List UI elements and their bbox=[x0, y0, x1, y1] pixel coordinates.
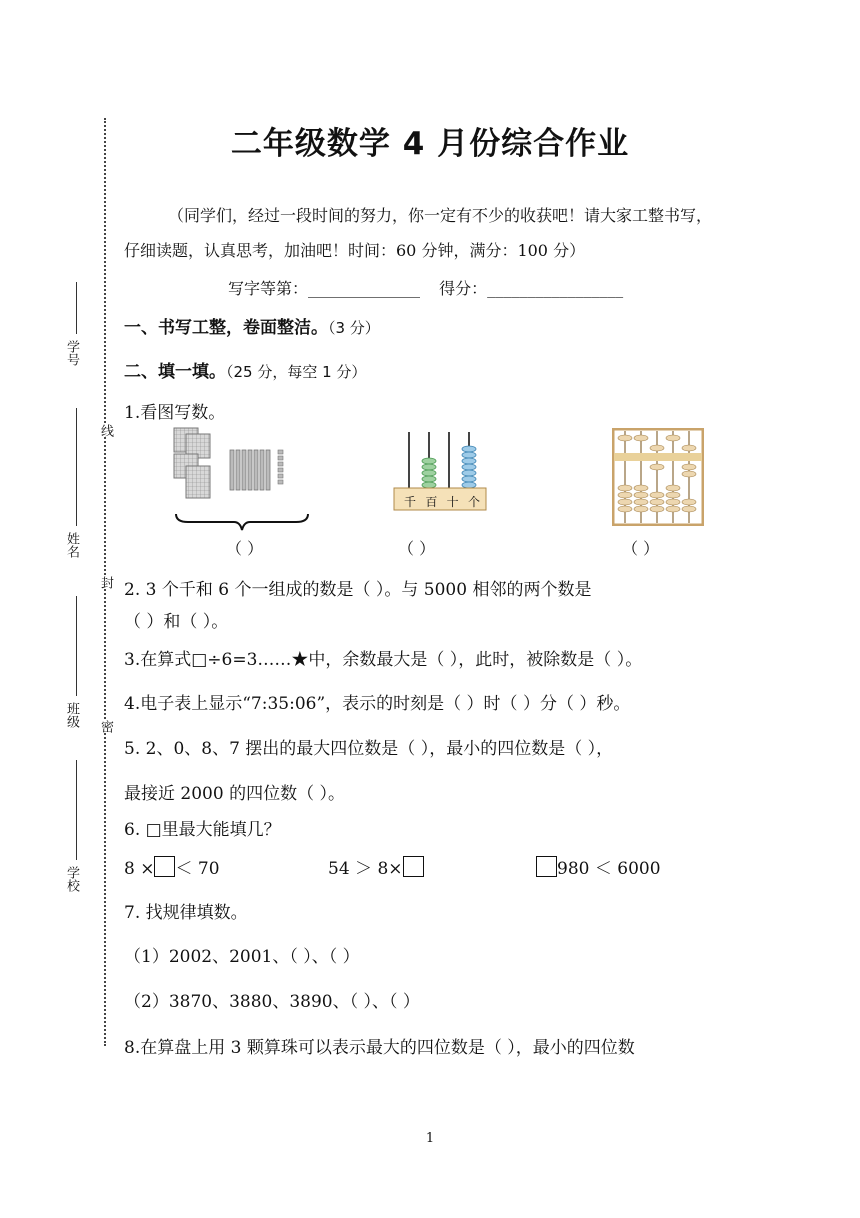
q7-part-2: （2）3870、3880、3890、（ ）、（ ） bbox=[124, 992, 420, 1012]
question-2-line-2: （ ）和（ ）。 bbox=[124, 612, 229, 632]
seal-mark-secret: 密 bbox=[98, 720, 113, 733]
ones-beads bbox=[462, 446, 476, 488]
score-label: 得分： bbox=[439, 279, 488, 298]
place-value-labels bbox=[404, 493, 480, 510]
intro-line-2: 仔细读题，认真思考，加油吧！时间：60 分钟，满分：100 分） bbox=[124, 241, 586, 260]
q7-part-1: （1）2002、2001、（ ）、（ ） bbox=[124, 947, 360, 967]
q6-b-answer-box[interactable] bbox=[403, 856, 424, 877]
q6-a-answer-box[interactable] bbox=[154, 856, 175, 877]
section-2-points: （25 分，每空 1 分） bbox=[226, 363, 367, 381]
section-2-heading bbox=[124, 357, 366, 382]
question-3: 3.在算式□÷6=3……★中，余数最大是（ ），此时，被除数是（ ）。 bbox=[124, 650, 643, 670]
q1-answer-blank-3[interactable]: （ ） bbox=[622, 539, 660, 558]
thousand-cubes bbox=[174, 428, 210, 498]
question-2-line-1: 2. 3 个千和 6 个一组成的数是（ ）。与 5000 相邻的两个数是 bbox=[124, 580, 592, 600]
q6-item-a bbox=[124, 854, 220, 879]
q1-answer-blank-1[interactable]: （ ） bbox=[226, 539, 264, 558]
class-line[interactable] bbox=[76, 596, 77, 696]
tens-beads bbox=[422, 458, 436, 488]
seal-mark-line: 线 bbox=[98, 424, 113, 437]
q6-b-left: 54 ＞ 8× bbox=[328, 859, 403, 879]
q6-c-answer-box[interactable] bbox=[536, 856, 557, 877]
class-label: 班级 bbox=[64, 702, 79, 728]
intro-line-1: （同学们，经过一段时间的努力，你一定有不少的收获吧！请大家工整书写， bbox=[168, 206, 713, 225]
question-8: 8.在算盘上用 3 颗算珠可以表示最大的四位数是（ ），最小的四位数 bbox=[124, 1038, 635, 1058]
grading-row bbox=[228, 276, 623, 299]
base-ten-blocks-figure bbox=[168, 426, 314, 536]
question-6: 6. □里最大能填几？ bbox=[124, 820, 281, 840]
page-number: 1 bbox=[425, 1131, 435, 1146]
hundreds-label: 百 bbox=[425, 495, 438, 509]
q6-a-left: 8 × bbox=[124, 859, 155, 879]
q1-answer-blank-2[interactable]: （ ） bbox=[398, 539, 436, 558]
handwriting-blank[interactable]: ______________ bbox=[308, 279, 421, 298]
score-blank[interactable]: _________________ bbox=[487, 279, 624, 298]
ones-label: 个 bbox=[467, 495, 480, 509]
question-4: 4.电子表上显示“7:35:06”，表示的时刻是（ ）时（ ）分（ ）秒。 bbox=[124, 694, 631, 714]
tens-label: 十 bbox=[446, 495, 459, 509]
section-1-points: （3 分） bbox=[328, 319, 380, 337]
question-1: 1.看图写数。 bbox=[124, 403, 226, 423]
abacus-figure bbox=[612, 428, 704, 526]
q6-item-c bbox=[536, 854, 661, 879]
q6-c-right: 980 ＜ 6000 bbox=[557, 859, 661, 879]
school-line[interactable] bbox=[76, 760, 77, 860]
question-5-line-1: 5. 2、0、8、7 摆出的最大四位数是（ ），最小的四位数是（ ）， bbox=[124, 739, 614, 759]
name-label: 姓名 bbox=[64, 532, 79, 558]
q6-a-right: ＜ 70 bbox=[175, 859, 220, 879]
handwriting-label: 写字等第： bbox=[228, 279, 309, 298]
question-7: 7. 找规律填数。 bbox=[124, 903, 248, 923]
q6-item-b bbox=[328, 854, 424, 879]
section-1-title: 一、书写工整，卷面整洁。 bbox=[124, 318, 328, 338]
unit-cubes bbox=[278, 450, 283, 484]
school-label: 学校 bbox=[64, 866, 79, 892]
student-number-label: 学号 bbox=[64, 340, 79, 366]
student-number-line[interactable] bbox=[76, 282, 77, 334]
question-5-line-2: 最接近 2000 的四位数（ ）。 bbox=[124, 784, 345, 804]
name-line[interactable] bbox=[76, 408, 77, 526]
section-2-title: 二、填一填。 bbox=[124, 362, 226, 382]
thousands-label: 千 bbox=[404, 495, 417, 509]
brace bbox=[176, 514, 308, 530]
seal-mark-seal: 封 bbox=[98, 576, 113, 589]
section-1-heading bbox=[124, 313, 380, 338]
page-title: 二年级数学 4 月份综合作业 bbox=[230, 126, 630, 162]
ten-rods bbox=[230, 450, 270, 490]
